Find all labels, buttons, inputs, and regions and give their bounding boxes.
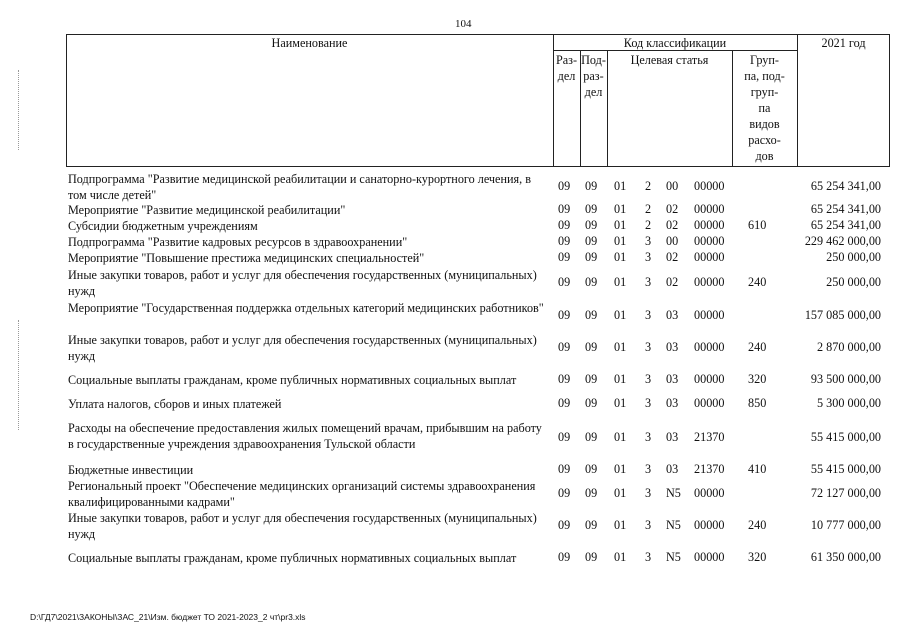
row-article-3: 03 (666, 396, 679, 410)
row-article-2: 2 (645, 218, 652, 232)
row-article-3: 00 (666, 234, 679, 248)
row-expense-group: 240 (748, 340, 767, 354)
row-article-4: 00000 (694, 179, 725, 193)
row-section: 09 (558, 518, 571, 532)
row-article-2: 3 (645, 234, 652, 248)
row-amount: 65 254 341,00 (810, 202, 881, 216)
header-target-article: Целевая статья (630, 53, 709, 67)
row-subsection: 09 (585, 308, 598, 322)
row-article-1: 01 (614, 550, 627, 564)
row-name: Бюджетные инвестиции (68, 463, 194, 477)
row-article-2: 3 (645, 275, 652, 289)
row-article-4: 00000 (694, 218, 725, 232)
row-name: Мероприятие "Развитие медицинской реабилитации" (68, 203, 346, 217)
row-amount: 2 870 000,00 (817, 340, 881, 354)
row-article-4: 21370 (694, 430, 725, 444)
row-article-2: 2 (645, 179, 652, 193)
row-article-1: 01 (614, 486, 627, 500)
row-section: 09 (558, 308, 571, 322)
row-name: Региональный проект "Обеспечение медицинских организаций системы здравоохранения квалифицированными кадрами" (68, 479, 536, 509)
row-article-3: 02 (666, 275, 679, 289)
row-article-2: 3 (645, 550, 652, 564)
row-expense-group: 240 (748, 518, 767, 532)
row-section: 09 (558, 234, 571, 248)
row-amount: 72 127 000,00 (810, 486, 881, 500)
row-subsection: 09 (585, 234, 598, 248)
row-expense-group: 610 (748, 218, 767, 232)
row-article-2: 3 (645, 462, 652, 476)
row-article-1: 01 (614, 202, 627, 216)
row-subsection: 09 (585, 340, 598, 354)
row-article-1: 01 (614, 340, 627, 354)
row-section: 09 (558, 550, 571, 564)
row-article-3: 02 (666, 202, 679, 216)
row-article-2: 2 (645, 202, 652, 216)
row-subsection: 09 (585, 372, 598, 386)
row-section: 09 (558, 202, 571, 216)
row-amount: 250 000,00 (826, 275, 881, 289)
row-section: 09 (558, 275, 571, 289)
row-subsection: 09 (585, 250, 598, 264)
row-article-4: 00000 (694, 202, 725, 216)
margin-mark (18, 70, 19, 150)
row-name: Иные закупки товаров, работ и услуг для обеспечения государственных (муниципальных) нужд (68, 333, 537, 363)
row-article-1: 01 (614, 462, 627, 476)
row-subsection: 09 (585, 430, 598, 444)
row-article-2: 3 (645, 518, 652, 532)
row-article-4: 00000 (694, 396, 725, 410)
margin-mark (18, 320, 19, 430)
row-article-2: 3 (645, 430, 652, 444)
row-article-4: 21370 (694, 462, 725, 476)
row-article-1: 01 (614, 234, 627, 248)
row-amount: 65 254 341,00 (810, 179, 881, 193)
row-article-4: 00000 (694, 308, 725, 322)
row-article-1: 01 (614, 518, 627, 532)
row-article-4: 00000 (694, 518, 725, 532)
row-article-2: 3 (645, 486, 652, 500)
row-name: Иные закупки товаров, работ и услуг для обеспечения государственных (муниципальных) нужд (68, 268, 537, 298)
row-amount: 93 500 000,00 (810, 372, 881, 386)
row-amount: 65 254 341,00 (810, 218, 881, 232)
row-article-4: 00000 (694, 275, 725, 289)
row-article-1: 01 (614, 372, 627, 386)
row-article-1: 01 (614, 218, 627, 232)
row-name: Социальные выплаты гражданам, кроме публичных нормативных социальных выплат (68, 373, 517, 387)
row-article-1: 01 (614, 396, 627, 410)
row-subsection: 09 (585, 518, 598, 532)
row-article-2: 3 (645, 396, 652, 410)
row-section: 09 (558, 372, 571, 386)
row-article-3: 03 (666, 308, 679, 322)
row-section: 09 (558, 179, 571, 193)
row-amount: 10 777 000,00 (810, 518, 881, 532)
row-section: 09 (558, 340, 571, 354)
row-expense-group: 410 (748, 462, 767, 476)
row-article-3: 03 (666, 462, 679, 476)
row-article-2: 3 (645, 340, 652, 354)
row-subsection: 09 (585, 550, 598, 564)
header-classification: Код классификации (623, 36, 727, 50)
header-divider (797, 34, 798, 167)
row-article-1: 01 (614, 275, 627, 289)
row-article-3: 03 (666, 340, 679, 354)
row-subsection: 09 (585, 275, 598, 289)
row-subsection: 09 (585, 462, 598, 476)
header-section: Раз- дел (555, 53, 578, 83)
page-number: 104 (455, 18, 472, 30)
row-article-1: 01 (614, 430, 627, 444)
row-name: Подпрограмма "Развитие кадровых ресурсов в здравоохранении" (68, 235, 408, 249)
row-article-2: 3 (645, 308, 652, 322)
row-section: 09 (558, 462, 571, 476)
row-article-2: 3 (645, 372, 652, 386)
row-name: Расходы на обеспечение предоставления жилых помещений врачам, прибывшим на работу в государственные учреждения здравоохранения Тульской области (68, 421, 542, 451)
row-article-4: 00000 (694, 234, 725, 248)
row-article-1: 01 (614, 179, 627, 193)
row-name: Уплата налогов, сборов и иных платежей (68, 397, 282, 411)
row-article-2: 3 (645, 250, 652, 264)
row-expense-group: 320 (748, 372, 767, 386)
row-article-3: 03 (666, 430, 679, 444)
row-subsection: 09 (585, 486, 598, 500)
row-article-4: 00000 (694, 250, 725, 264)
row-article-3: 03 (666, 372, 679, 386)
row-name: Социальные выплаты гражданам, кроме публичных нормативных социальных выплат (68, 551, 517, 565)
header-expense-group: Груп- па, под- груп- па видов расхо- дов (744, 53, 785, 163)
row-name: Подпрограмма "Развитие медицинской реабилитации и санаторно-курортного лечения, в том числе детей" (68, 172, 531, 202)
header-subsection: Под- раз- дел (581, 53, 606, 99)
row-article-3: 00 (666, 179, 679, 193)
header-name: Наименование (271, 36, 348, 50)
row-expense-group: 240 (748, 275, 767, 289)
row-article-3: 02 (666, 250, 679, 264)
row-section: 09 (558, 396, 571, 410)
row-article-4: 00000 (694, 340, 725, 354)
row-subsection: 09 (585, 396, 598, 410)
row-article-4: 00000 (694, 486, 725, 500)
row-section: 09 (558, 430, 571, 444)
row-subsection: 09 (585, 218, 598, 232)
header-year: 2021 год (821, 36, 866, 50)
row-subsection: 09 (585, 202, 598, 216)
row-section: 09 (558, 218, 571, 232)
row-expense-group: 850 (748, 396, 767, 410)
row-expense-group: 320 (748, 550, 767, 564)
row-name: Мероприятие "Государственная поддержка отдельных категорий медицинских работников" (68, 301, 544, 315)
row-amount: 61 350 000,00 (810, 550, 881, 564)
row-section: 09 (558, 250, 571, 264)
row-name: Субсидии бюджетным учреждениям (68, 219, 258, 233)
row-article-4: 00000 (694, 550, 725, 564)
row-article-3: N5 (666, 486, 681, 500)
row-amount: 55 415 000,00 (810, 430, 881, 444)
row-amount: 55 415 000,00 (810, 462, 881, 476)
row-amount: 229 462 000,00 (804, 234, 881, 248)
row-amount: 157 085 000,00 (804, 308, 881, 322)
row-section: 09 (558, 486, 571, 500)
row-amount: 250 000,00 (826, 250, 881, 264)
row-name: Иные закупки товаров, работ и услуг для обеспечения государственных (муниципальных) нужд (68, 511, 537, 541)
row-article-3: N5 (666, 550, 681, 564)
row-subsection: 09 (585, 179, 598, 193)
row-article-1: 01 (614, 308, 627, 322)
row-amount: 5 300 000,00 (817, 396, 881, 410)
file-path-footer: D:\ГД7\2021\ЗАКОНЫ\ЗАС_21\Изм. бюджет ТО 2021-2023_2 чт\pr3.xls (30, 612, 306, 622)
row-name: Мероприятие "Повышение престижа медицинских специальностей" (68, 251, 425, 265)
row-article-1: 01 (614, 250, 627, 264)
row-article-3: 02 (666, 218, 679, 232)
row-article-3: N5 (666, 518, 681, 532)
row-article-4: 00000 (694, 372, 725, 386)
